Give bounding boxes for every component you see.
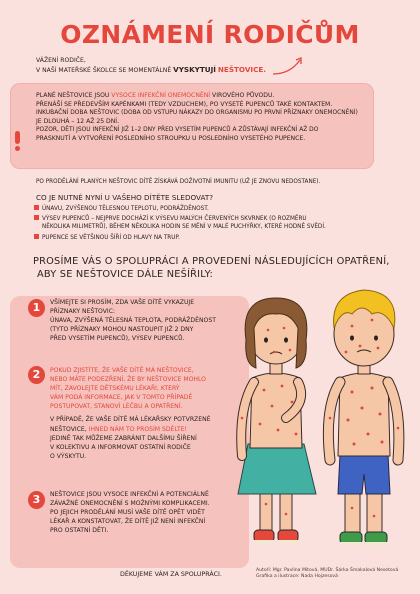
thanks-text: DĚKUJEME VÁM ZA SPOLUPRÁCI. [120, 571, 222, 578]
step2-line: POKUD ZJISTÍTE, ŽE VAŠE DÍTĚ MÁ NEŠTOVICE, [50, 367, 194, 374]
step1-line: (TYTO PŘÍZNAKY MOHOU NASTOUPIT JIŽ 2 DNY [50, 326, 194, 334]
step-number: 3 [28, 491, 45, 509]
intro-verb: VYSKYTUJÍ [173, 64, 216, 74]
step2-line: NEBO MÁTE PODEZŘENÍ, ŽE BY NEŠTOVICE MOHLO [50, 376, 206, 384]
step3-line: ZÁVAŽNÉ ONEMOCNĚNÍ S MOŽNÝMI KOMPLIKACEMI. [50, 500, 210, 508]
step2-highlight: IHNED NÁM TO PROSÍM SDĚLTE! [88, 425, 187, 433]
girl-figure [238, 298, 316, 543]
info-p4-line2: PRASKNUTÍ A VYTVOŘENÍ POSLEDNÍHO STROUPKU U POSLEDNÍHO VYSETÉHO PUPENCE. [36, 134, 306, 142]
info-p2: PŘENÁŠÍ SE PŘEDEVŠÍM KAPÉNKAMI (TEDY VZDUCHEM), PO VYSETÉ PUPENCŮ TAKÉ KONTAKTEM. [36, 100, 333, 108]
intro-disease: NEŠTOVICE. [217, 64, 266, 74]
intro-text: V NAŠÍ MATEŘSKÉ ŠKOLCE SE MOMENTÁLNĚ [36, 66, 172, 74]
request-line1: PROSÍME VÁS O SPOLUPRÁCI A PROVEDENÍ NÁSLEDUJÍCÍCH OPATŘENÍ, [33, 256, 390, 267]
bullet-icon [34, 205, 39, 210]
step2-line: VÁM PODÁ INFORMACE, JAK V TOMTO PŘÍPADĚ [50, 394, 193, 402]
step2-line: V PŘÍPADĚ, ŽE VAŠE DÍTĚ MÁ LÉKAŘSKY POTVRZENÉ [50, 416, 211, 424]
immunity-note: PO PRODĚLÁNÍ PLANÝCH NEŠTOVIC DÍTĚ ZÍSKÁVÁ DOŽIVOTNÍ IMUNITU (UŽ JE ZNOVU NEDOSTANE). [36, 179, 321, 185]
step3-line: NEŠTOVICE JSOU VYSOCE INFEKČNÍ A POTENCIÁLNĚ [50, 491, 209, 498]
symptom-text: PUPENCE SE VĚTŠINOU ŠÍŘÍ OD HLAVY NA TRUP. [42, 235, 180, 241]
step2-line: V KOLEKTIVU A INFORMOVAT OSTATNÍ RODIČE [50, 443, 191, 451]
info-p1-c: VIROVÉHO PŮVODU. [212, 92, 275, 99]
symptom-item [34, 205, 334, 213]
step-number: 2 [28, 366, 45, 384]
symptoms-heading: CO JE NUTNÉ NYNÍ U VAŠEHO DÍTĚTE SLEDOVAT? [36, 193, 214, 202]
info-p1-highlight: VYSOCE INFEKČNÍ ONEMOCNĚNÍ [111, 92, 211, 99]
intro-greeting: VÁŽENÍ RODIČE, [36, 57, 86, 64]
request-line2: ABY SE NEŠTOVICE DÁLE NEŠÍŘILY: [37, 269, 214, 280]
info-p3-line2: JE DLOUHÁ – 12 AŽ 25 DNÍ. [36, 117, 120, 125]
symptom-text: ÚNAVU, ZVÝŠENOU TĚLESNOU TEPLOTU, PODRÁŽDĚNOST. [42, 206, 209, 212]
step1-line: VŠÍMEJTE SI PROSÍM, ZDA VAŠE DÍTĚ VYKAZUJE [50, 299, 195, 306]
curved-arrow-icon [270, 54, 306, 76]
info-p3-line1: INKUBAČNÍ DOBA NEŠTOVIC (DOBA OD VSTUPU NÁKAZY DO ORGANISMU PO PRVNÍ PŘÍZNAKY ONEMOCNĚNÍ) [36, 110, 358, 117]
step3-line: PO JEJICH PRODĚLÁNÍ MUSÍ VAŠE DÍTĚ OPĚT VIDĚT [50, 509, 205, 517]
info-p1-a: PLANÉ NEŠTOVICE JSOU [36, 92, 110, 99]
step3-line: PRO OSTATNÍ DĚTI. [50, 527, 109, 535]
credits [256, 568, 418, 581]
step1-line: ÚNAVA, ZVÝŠENÁ TĚLESNÁ TEPLOTA, PODRÁŽDĚNOST [50, 317, 216, 325]
step1-line: PŘÍZNAKY NEŠTOVIC: [50, 308, 116, 316]
step1-line: PŘED VYSETÍM PUPENCŮ), VÝSEV PUPENCŮ. [50, 335, 185, 343]
step2-line: JEDINĚ TAK MŮŽEME ZABRÁNIT DALŠÍMU ŠÍŘENÍ [50, 434, 197, 442]
page-title: OZNÁMENÍ RODIČŮM [60, 20, 360, 49]
step2-line: POSTUPOVAT, STANOVÍ LÉČBU A OPATŘENÍ. [50, 403, 183, 411]
exclamation-icon [14, 131, 21, 151]
info-p4-line1: POZOR, DĚTI JSOU INFEKČNÍ JIŽ 1–2 DNY PŘED VYSETÍM PUPENCŮ A ZŮSTÁVAJÍ INFEKČNÍ AŽ DO [36, 127, 319, 134]
step3-line: LÉKAŘ A KONSTATOVAT, ŽE DÍTĚ JIŽ NENÍ INFEKČNÍ [50, 518, 206, 526]
step2-line: MÍT, ZAVOLEJTE DĚTSKÉMU LÉKAŘI, KTERÝ [50, 385, 180, 393]
info-text [36, 92, 372, 144]
credits-illustration: Grafika a ilustrace: Nada Hojzesová [256, 574, 338, 580]
bullet-icon [34, 234, 39, 239]
children-illustration [212, 268, 420, 564]
symptom-item [34, 234, 334, 242]
step2-line: O VÝSKYTU. [50, 452, 87, 460]
symptoms-list [34, 205, 334, 242]
info-p1 [36, 92, 372, 101]
boy-figure [328, 290, 399, 545]
symptom-text: VÝSEV PUPENCŮ – NEJPRVE DOCHÁZÍ K VÝSEVU MALÝCH ČERVENÝCH SKVRNEK (O ROZMĚRU NĚKOLIKA MILIMETRŮ), BĚHEM NĚKOLIKA HODIN SE MĚNÍ V MALÉ PUCHÝŘKY, KTERÉ HODNĚ SVĚDÍ. [42, 216, 326, 230]
step-number: 1 [28, 299, 45, 317]
bullet-icon [34, 215, 39, 220]
step2-text-part: NEŠTOVICE, [50, 425, 87, 433]
symptom-item [34, 215, 334, 231]
credits-authors: Autoři: Mgr. Pavlína Mitová, MUDr. Šárka Šmakalová Nesetová [256, 568, 399, 573]
